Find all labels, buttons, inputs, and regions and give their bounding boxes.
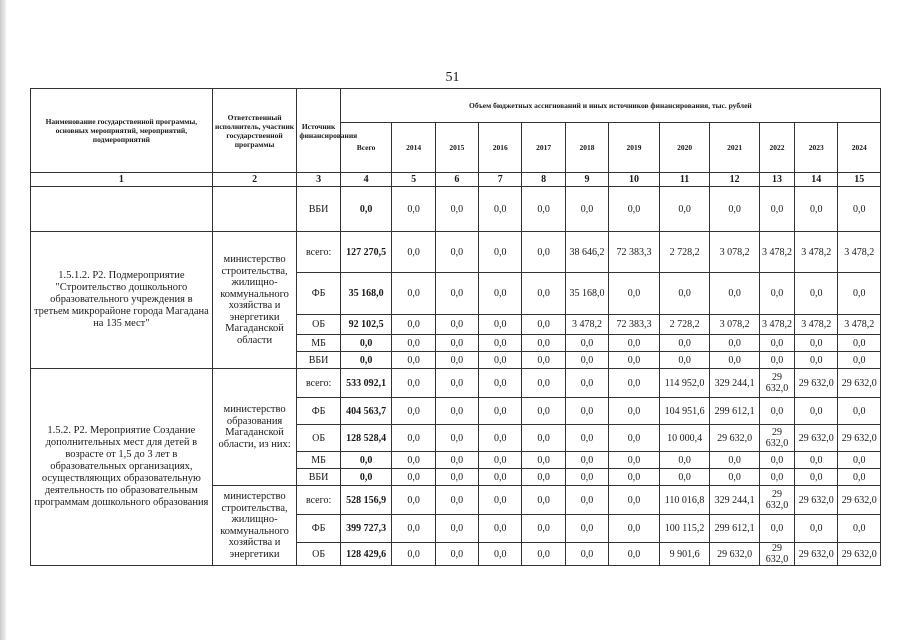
budget-table	[30, 88, 881, 566]
executor-cell: министерство строительства, жилищно-коммунального хозяйства и энергетики	[212, 486, 297, 566]
year-value-cell: 29 632,0	[795, 369, 838, 398]
column-number: 7	[479, 173, 522, 187]
header-year: 2023	[795, 123, 838, 173]
year-value-cell: 0,0	[659, 187, 710, 232]
year-value-cell: 0,0	[522, 335, 565, 352]
year-value-cell: 0,0	[522, 232, 565, 273]
year-value-cell: 0,0	[565, 398, 608, 425]
year-value-cell: 0,0	[565, 469, 608, 486]
year-value-cell: 0,0	[795, 352, 838, 369]
year-value-cell: 29 632,0	[795, 543, 838, 566]
column-number: 13	[759, 173, 794, 187]
year-value-cell: 2 728,2	[659, 232, 710, 273]
total-cell: 399 727,3	[340, 515, 392, 543]
year-value-cell: 110 016,8	[659, 486, 710, 515]
year-value-cell: 0,0	[392, 232, 435, 273]
column-number: 10	[609, 173, 660, 187]
year-value-cell: 0,0	[435, 232, 478, 273]
source-cell: ОБ	[297, 425, 340, 452]
year-value-cell: 38 646,2	[565, 232, 608, 273]
year-value-cell: 0,0	[392, 369, 435, 398]
header-total: Всего	[340, 123, 392, 173]
total-cell: 404 563,7	[340, 398, 392, 425]
year-value-cell: 0,0	[759, 273, 794, 315]
year-value-cell: 0,0	[838, 469, 881, 486]
executor-cell	[212, 187, 297, 232]
year-value-cell: 3 478,2	[838, 232, 881, 273]
year-value-cell: 0,0	[435, 543, 478, 566]
year-value-cell: 0,0	[609, 486, 660, 515]
year-value-cell: 3 478,2	[795, 232, 838, 273]
year-value-cell: 0,0	[565, 425, 608, 452]
total-cell: 0,0	[340, 187, 392, 232]
source-cell: ФБ	[297, 515, 340, 543]
year-value-cell: 299 612,1	[710, 515, 760, 543]
year-value-cell: 0,0	[479, 425, 522, 452]
year-value-cell: 0,0	[609, 273, 660, 315]
year-value-cell: 9 901,6	[659, 543, 710, 566]
year-value-cell: 0,0	[710, 469, 760, 486]
year-value-cell: 0,0	[435, 352, 478, 369]
header-year: 2021	[710, 123, 760, 173]
year-value-cell: 0,0	[609, 425, 660, 452]
source-cell: ФБ	[297, 273, 340, 315]
year-value-cell: 35 168,0	[565, 273, 608, 315]
column-number: 4	[340, 173, 392, 187]
year-value-cell: 0,0	[710, 187, 760, 232]
year-value-cell: 0,0	[609, 452, 660, 469]
year-value-cell: 0,0	[435, 369, 478, 398]
scan-edge	[0, 0, 6, 640]
year-value-cell: 0,0	[838, 187, 881, 232]
year-value-cell: 0,0	[479, 369, 522, 398]
year-value-cell: 0,0	[838, 515, 881, 543]
header-program-name: Наименование государственной программы, основных мероприятий, мероприятий, подмероприятий	[31, 89, 213, 173]
year-value-cell: 0,0	[522, 543, 565, 566]
year-value-cell: 0,0	[759, 398, 794, 425]
column-number: 1	[31, 173, 213, 187]
column-number-row	[31, 173, 881, 187]
year-value-cell: 0,0	[392, 398, 435, 425]
year-value-cell: 0,0	[838, 335, 881, 352]
year-value-cell: 0,0	[838, 398, 881, 425]
table-row	[31, 232, 881, 273]
year-value-cell: 0,0	[838, 352, 881, 369]
year-value-cell: 0,0	[659, 335, 710, 352]
source-cell: ОБ	[297, 315, 340, 335]
year-value-cell: 0,0	[522, 398, 565, 425]
year-value-cell: 329 244,1	[710, 486, 760, 515]
year-value-cell: 0,0	[522, 469, 565, 486]
year-value-cell: 0,0	[479, 515, 522, 543]
year-value-cell: 0,0	[565, 486, 608, 515]
year-value-cell: 29 632,0	[838, 425, 881, 452]
year-value-cell: 0,0	[565, 515, 608, 543]
year-value-cell: 0,0	[565, 452, 608, 469]
year-value-cell: 29 632,0	[838, 369, 881, 398]
column-number: 12	[710, 173, 760, 187]
year-value-cell: 0,0	[710, 452, 760, 469]
source-cell: ВБИ	[297, 352, 340, 369]
program-name-cell: 1.5.1.2. Р2. Подмероприятие "Строительство дошкольного образовательного учреждения в третьем микрорайоне города Магадана на 135 мест"	[31, 232, 213, 369]
year-value-cell: 0,0	[609, 515, 660, 543]
column-number: 6	[435, 173, 478, 187]
year-value-cell: 0,0	[522, 187, 565, 232]
total-cell: 128 429,6	[340, 543, 392, 566]
year-value-cell: 0,0	[522, 452, 565, 469]
year-value-cell: 0,0	[565, 187, 608, 232]
year-value-cell: 0,0	[565, 369, 608, 398]
year-value-cell: 0,0	[479, 232, 522, 273]
year-value-cell: 0,0	[795, 452, 838, 469]
total-cell: 92 102,5	[340, 315, 392, 335]
column-number: 11	[659, 173, 710, 187]
year-value-cell: 0,0	[479, 398, 522, 425]
column-number: 15	[838, 173, 881, 187]
year-value-cell: 0,0	[479, 315, 522, 335]
year-value-cell: 0,0	[795, 335, 838, 352]
year-value-cell: 0,0	[479, 486, 522, 515]
year-value-cell: 0,0	[479, 452, 522, 469]
year-value-cell: 0,0	[522, 486, 565, 515]
year-value-cell: 0,0	[392, 187, 435, 232]
year-value-cell: 0,0	[435, 469, 478, 486]
year-value-cell: 0,0	[710, 352, 760, 369]
source-cell: МБ	[297, 335, 340, 352]
year-value-cell: 0,0	[710, 335, 760, 352]
header-year: 2020	[659, 123, 710, 173]
year-value-cell: 0,0	[609, 352, 660, 369]
source-cell: всего:	[297, 369, 340, 398]
year-value-cell: 0,0	[759, 515, 794, 543]
year-value-cell: 0,0	[392, 273, 435, 315]
year-value-cell: 0,0	[609, 187, 660, 232]
year-value-cell: 0,0	[435, 425, 478, 452]
year-value-cell: 0,0	[609, 398, 660, 425]
year-value-cell: 0,0	[435, 486, 478, 515]
year-value-cell: 3 478,2	[565, 315, 608, 335]
header-year: 2022	[759, 123, 794, 173]
source-cell: всего:	[297, 232, 340, 273]
year-value-cell: 0,0	[479, 335, 522, 352]
year-value-cell: 0,0	[838, 452, 881, 469]
column-number: 2	[212, 173, 297, 187]
program-name-cell	[31, 187, 213, 232]
year-value-cell: 3 078,2	[710, 315, 760, 335]
total-cell: 35 168,0	[340, 273, 392, 315]
total-cell: 0,0	[340, 335, 392, 352]
year-value-cell: 0,0	[435, 315, 478, 335]
year-value-cell: 29 632,0	[759, 369, 794, 398]
year-value-cell: 0,0	[609, 335, 660, 352]
table-body	[31, 187, 881, 566]
year-value-cell: 0,0	[565, 352, 608, 369]
year-value-cell: 29 632,0	[759, 425, 794, 452]
column-number: 9	[565, 173, 608, 187]
year-value-cell: 29 632,0	[838, 486, 881, 515]
year-value-cell: 0,0	[522, 369, 565, 398]
year-value-cell: 29 632,0	[759, 543, 794, 566]
page-number: 51	[445, 70, 460, 85]
year-value-cell: 0,0	[795, 273, 838, 315]
header-source: Источник финансирования	[297, 89, 340, 173]
source-cell: ФБ	[297, 398, 340, 425]
column-number: 5	[392, 173, 435, 187]
column-number: 14	[795, 173, 838, 187]
year-value-cell: 100 115,2	[659, 515, 710, 543]
year-value-cell: 0,0	[522, 273, 565, 315]
year-value-cell: 0,0	[710, 273, 760, 315]
year-value-cell: 104 951,6	[659, 398, 710, 425]
header-year: 2016	[479, 123, 522, 173]
year-value-cell: 0,0	[435, 515, 478, 543]
column-number: 3	[297, 173, 340, 187]
source-cell: МБ	[297, 452, 340, 469]
table-row	[31, 187, 881, 232]
year-value-cell: 0,0	[609, 543, 660, 566]
year-value-cell: 3 478,2	[838, 315, 881, 335]
year-value-cell: 0,0	[392, 352, 435, 369]
year-value-cell: 0,0	[659, 469, 710, 486]
year-value-cell: 0,0	[609, 369, 660, 398]
year-value-cell: 0,0	[435, 452, 478, 469]
year-value-cell: 2 728,2	[659, 315, 710, 335]
year-value-cell: 0,0	[392, 515, 435, 543]
year-value-cell: 0,0	[392, 425, 435, 452]
year-value-cell: 0,0	[392, 543, 435, 566]
year-value-cell: 0,0	[838, 273, 881, 315]
year-value-cell: 0,0	[795, 515, 838, 543]
table-row	[31, 369, 881, 398]
year-value-cell: 3 478,2	[759, 232, 794, 273]
year-value-cell: 0,0	[479, 273, 522, 315]
year-value-cell: 0,0	[759, 187, 794, 232]
header-year: 2015	[435, 123, 478, 173]
year-value-cell: 0,0	[522, 315, 565, 335]
year-value-cell: 0,0	[795, 187, 838, 232]
total-cell: 128 528,4	[340, 425, 392, 452]
header-executor: Ответственный исполнитель, участник государственной программы	[212, 89, 297, 173]
year-value-cell: 0,0	[659, 452, 710, 469]
year-value-cell: 29 632,0	[710, 425, 760, 452]
year-value-cell: 0,0	[479, 469, 522, 486]
executor-cell: министерство образования Магаданской области, из них:	[212, 369, 297, 486]
year-value-cell: 0,0	[479, 352, 522, 369]
year-value-cell: 0,0	[759, 452, 794, 469]
year-value-cell: 0,0	[609, 469, 660, 486]
year-value-cell: 29 632,0	[710, 543, 760, 566]
year-value-cell: 0,0	[795, 398, 838, 425]
total-cell: 528 156,9	[340, 486, 392, 515]
year-value-cell: 0,0	[522, 515, 565, 543]
total-cell: 0,0	[340, 352, 392, 369]
executor-cell: министерство строительства, жилищно-коммунального хозяйства и энергетики Магаданской области	[212, 232, 297, 369]
year-value-cell: 0,0	[435, 273, 478, 315]
total-cell: 533 092,1	[340, 369, 392, 398]
header-budget-group: Объем бюджетных ассигнований и иных источников финансирования, тыс. рублей	[340, 89, 880, 123]
year-value-cell: 0,0	[565, 335, 608, 352]
total-cell: 127 270,5	[340, 232, 392, 273]
year-value-cell: 0,0	[759, 469, 794, 486]
source-cell: всего:	[297, 486, 340, 515]
year-value-cell: 72 383,3	[609, 315, 660, 335]
program-name-cell: 1.5.2. Р2. Мероприятие Создание дополнительных мест для детей в возрасте от 1,5 до 3 лет в образовательных организациях, осуществляющих образовательную деятельность по образовательным программам дошкольного образования	[31, 369, 213, 566]
year-value-cell: 0,0	[392, 335, 435, 352]
year-value-cell: 0,0	[392, 452, 435, 469]
year-value-cell: 3 478,2	[795, 315, 838, 335]
year-value-cell: 72 383,3	[609, 232, 660, 273]
source-cell: ВБИ	[297, 187, 340, 232]
year-value-cell: 0,0	[795, 469, 838, 486]
source-cell: ОБ	[297, 543, 340, 566]
year-value-cell: 29 632,0	[838, 543, 881, 566]
year-value-cell: 3 478,2	[759, 315, 794, 335]
year-value-cell: 0,0	[565, 543, 608, 566]
total-cell: 0,0	[340, 452, 392, 469]
year-value-cell: 0,0	[759, 335, 794, 352]
year-value-cell: 10 000,4	[659, 425, 710, 452]
year-value-cell: 0,0	[522, 352, 565, 369]
header-year: 2019	[609, 123, 660, 173]
year-value-cell: 114 952,0	[659, 369, 710, 398]
year-value-cell: 299 612,1	[710, 398, 760, 425]
year-value-cell: 0,0	[392, 469, 435, 486]
year-value-cell: 3 078,2	[710, 232, 760, 273]
header-year: 2014	[392, 123, 435, 173]
header-year: 2018	[565, 123, 608, 173]
year-value-cell: 0,0	[392, 486, 435, 515]
year-value-cell: 29 632,0	[795, 425, 838, 452]
year-value-cell: 0,0	[479, 543, 522, 566]
year-value-cell: 29 632,0	[759, 486, 794, 515]
year-value-cell: 329 244,1	[710, 369, 760, 398]
year-value-cell: 0,0	[522, 425, 565, 452]
source-cell: ВБИ	[297, 469, 340, 486]
year-value-cell: 0,0	[435, 398, 478, 425]
header-year: 2024	[838, 123, 881, 173]
year-value-cell: 0,0	[435, 335, 478, 352]
column-number: 8	[522, 173, 565, 187]
year-value-cell: 0,0	[659, 352, 710, 369]
year-value-cell: 0,0	[392, 315, 435, 335]
year-value-cell: 0,0	[435, 187, 478, 232]
year-value-cell: 0,0	[759, 352, 794, 369]
header-year: 2017	[522, 123, 565, 173]
total-cell: 0,0	[340, 469, 392, 486]
year-value-cell: 0,0	[479, 187, 522, 232]
year-value-cell: 0,0	[659, 273, 710, 315]
year-value-cell: 29 632,0	[795, 486, 838, 515]
